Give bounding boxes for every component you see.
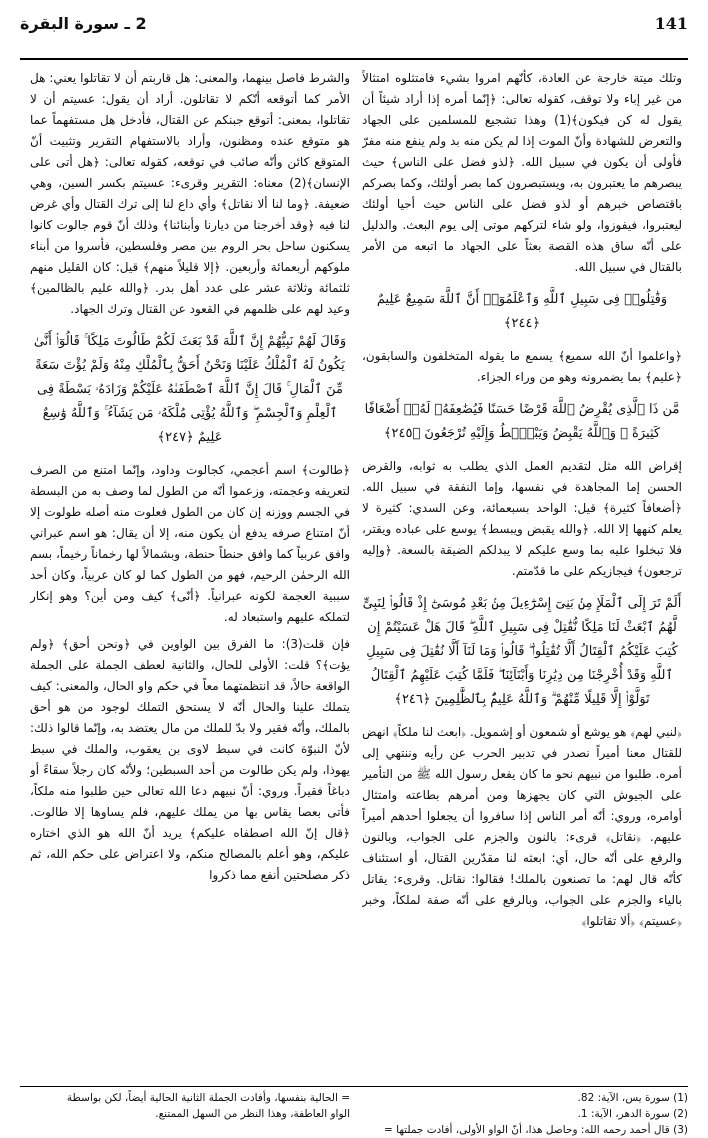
footnote-continuation-line-2: الواو العاطفة، وهذا النظر من السهل الممتنع. bbox=[155, 1108, 350, 1120]
footnote-continuation-line-1: = الحالية بنفسها، وأفادت الجملة الثانية الحالية أيضاً، لكن بواسطة bbox=[66, 1092, 350, 1104]
page-header bbox=[20, 12, 688, 46]
quran-verse: وَقَٰتِلُوا۟ فِى سَبِيلِ ٱللَّهِ وَٱعْلَمُوٓا۟ أَنَّ ٱللَّهَ سَمِيعٌ عَلِيمٌ ﴿٢٤٤﴾ bbox=[376, 292, 668, 331]
paragraph: والشرط فاصل بينهما، والمعنى: هل قاربتم أن لا تقاتلوا يعني: هل الأمر كما أتوقعه أنّكم لا تقاتلون. أراد أن يقول: عسيتم أن لا تقاتلوا، بمعنى: أتوقع جبنكم عن القتال، فأدخل هل مستفهماً عما هو متوقع عنده ومظنون، وأراد بالاستفهام التقرير وتثبيت أنّ المتوقع كائن وأنّه صائب في توقعه، كقوله تعالى: ﴿هل أتى على الإنسان﴾(2) معناه: التقرير وقرىء: عسيتم بكسر السين، وهي ضعيفة. ﴿وما لنا ألا نقاتل﴾ وأي داع لنا إلى ترك القتال وأي غرض لنا فيه ﴿وقد أخرجنا من ديارنا وأبنائنا﴾ وذلك أنّ قوم جالوت كانوا يسكنون ساحل بحر الروم بين مصر وفلسطين، فأسروا من أبناء ملوكهم أربعمائة وأربعين. ﴿إلا قليلاً منهم﴾ قيل: كان القليل منهم ثلثمائة وثلاثة عشر على عدد أهل بدر. ﴿والله عليم بالظالمين﴾ وعيد لهم على ظلمهم في القعود عن القتال وترك الجهاد. bbox=[30, 71, 350, 316]
paragraph: فإن قلت(3): ما الفرق بين الواوين في ﴿ونحن أحق﴾ ﴿ولم يؤت﴾؟ قلت: الأولى للحال، والثانية لعطف الجملة على الجملة الواقعة حالاً، قد انتظمتهما معاً في حكم واو الحال، والمعنى: كيف يتملك علينا والحال أنّه لا يستحق التملك لوجود من هو أحق بالملك، وأنّه فقير ولا بدّ للملك من مال يعتضد به، وإنّما قالوا ذلك: لأنّ النبوّة كانت في سبط لاوى بن يعقوب، والملك في سبط يهوذا، ولم يكن طالوت من أحد السبطين؛ ولأنّه كان رجلاً سقاءً أو دباغاً فقيراً. وروي: أنّ نبيهم دعا الله تعالى حين طلبوا منه ملكاً، فأتى بعصا يقاس بها من يملك عليهم، فلم يساوها إلا طالوت. ﴿قال إنّ الله اصطفاه عليكم﴾ يريد أنّ الله هو الذي اختاره عليكم، وهو أعلم بالمصالح منكم، ولا اعتراض على حكم الله، ثم ذكر مصلحتين أنفع مما ذكروا bbox=[30, 637, 350, 882]
footnote-continuation bbox=[20, 1090, 350, 1122]
quran-verse: وَقَالَ لَهُمْ نَبِيُّهُمْ إِنَّ ٱللَّهَ قَدْ بَعَثَ لَكُمْ طَالُوتَ مَلِكًا ۚ قَالُوٓا۟ أَنَّىٰ يَكُونُ لَهُ ٱلْمُلْكُ عَلَيْنَا وَنَحْنُ أَحَقُّ بِٱلْمُلْكِ مِنْهُ وَلَمْ يُؤْتَ سَعَةً مِّنَ ٱلْمَالِ ۚ قَالَ إِنَّ ٱللَّهَ ٱصْطَفَىٰهُ عَلَيْكُمْ وَزَادَهُۥ بَسْطَةً فِى ٱلْعِلْمِ وَٱلْجِسْمِ ۖ وَٱللَّهُ يُؤْتِى مُلْكَهُۥ مَن يَشَآءُ ۚ وَٱللَّهُ وَٰسِعٌ عَلِيمٌ ﴿٢٤٧﴾ bbox=[33, 334, 347, 445]
footnote-rule bbox=[20, 1086, 688, 1087]
paragraph: وتلك ميتة خارجة عن العادة، كأنّهم امروا بشيء فامتثلوه امتثالاً من غير إباء ولا توقف، كقوله تعالى: ﴿إنّما أمره إذا أراد شيئاً أن يقول له كن فيكون﴾(1) وهذا تشجيع للمسلمين على الجهاد والتعرض للشهادة وأنّ الموت إذا لم يكن منه بد ولم ينفع منه مفرّ فأولى أن يكون في سبيل الله. ﴿لذو فضل على الناس﴾ حيث يبصرهم ما يعتبرون به، ويستبصرون كما بصر أولئك، وكما بصركم باقتصاص خبرهم أو لذو فضل على الناس حيث أحيا أولئك ليعتبروا، فيفوزوا، ولو شاء لتركهم موتى إلى يوم البعث. والدليل على أنّه ساق هذه القصة بعثاً على الجهاد ما اتبعه من الأمر بالقتال في سبيل الله. bbox=[362, 71, 682, 274]
page-number: 141 bbox=[654, 14, 688, 33]
right-column bbox=[362, 68, 682, 1078]
paragraph: ﴿لنبي لهم﴾ هو يوشع أو شمعون أو إشمويل. ﴿ابعث لنا ملكاً﴾ انهض للقتال معنا أميراً نصدر في تدبير الحرب عن رأيه وننتهي إلى أمره. طلبوا من نبيهم نحو ما كان يفعل رسول الله ﷺ من التأمير على الجيوش التي كان يجهزها ومن أمرهم بطاعته وامتثال أوامره، وروي: أنّه أمر الناس إذا سافروا أن يجعلوا أحدهم أميراً عليهم. ﴿نقاتل﴾ قرىء: بالنون والجزم على الجواب، وبالنون والرفع على أنّه حال، أي: ابعثه لنا مقدّرين القتال، أو استئناف كأنّه قال لهم: ما تصنعون بالملك! فقالوا: نقاتل. وقرىء: يقاتل بالياء والجزم على الجواب، وبالرفع على أنّه صفة لملكاً، وخبر ﴿عسيتم﴾ ﴿ألا تقاتلوا﴾ bbox=[362, 725, 682, 928]
footnote-1: (1) سورة يس، الآية: 82. bbox=[577, 1092, 688, 1104]
paragraph: ﴿طالوت﴾ اسم أعجمي، كجالوت وداود، وإنّما امتنع من الصرف لتعريفه وعجمته، وزعموا أنّه من الطول لما وصف به من البسطة في الجسم ووزنه إن كان من الطول فعلوت منه أصله طولوت إلا أنّ امتناع صرفه يدفع أن يكون منه، إلا أن يقال: هو اسم عبراني وافق عربياً كما وافق حنطاً حنطة، وبشمالاً لها رخماناً رخيماً، بسم الله الرحمٰن الرحيم، فهو من الطول كما لو كان عربياً، وكان أحد سببية العجمة لكونه عبرانياً. ﴿أنّى﴾ كيف ومن أين؟ وهو إنكار لتملكه عليهم واستبعاد له. bbox=[30, 463, 350, 624]
footnotes bbox=[20, 1090, 688, 1134]
quran-verse: أَلَمْ تَرَ إِلَى ٱلْمَلَإِ مِنۢ بَنِىٓ إِسْرَٰٓءِيلَ مِنۢ بَعْدِ مُوسَىٰٓ إِذْ قَالُوا۟ لِنَبِىٍّ لَّهُمُ ٱبْعَثْ لَنَا مَلِكًا نُّقَٰتِلْ فِى سَبِيلِ ٱللَّهِ ۖ قَالَ هَلْ عَسَيْتُمْ إِن كُتِبَ عَلَيْكُمُ ٱلْقِتَالُ أَلَّا تُقَٰتِلُوا۟ ۖ قَالُوا۟ وَمَا لَنَآ أَلَّا نُقَٰتِلَ فِى سَبِيلِ ٱللَّهِ وَقَدْ أُخْرِجْنَا مِن دِيَٰرِنَا وَأَبْنَآئِنَا ۖ فَلَمَّا كُتِبَ عَلَيْهِمُ ٱلْقِتَالُ تَوَلَّوْا۟ إِلَّا قَلِيلًا مِّنْهُمْ ۗ وَٱللَّهُ عَلِيمٌۢ بِٱلظَّٰلِمِينَ ﴿٢٤٦﴾ bbox=[362, 596, 682, 707]
left-column bbox=[30, 68, 350, 1078]
quran-verse: مَّن ذَا ٱلَّذِى يُقْرِضُ ٱللَّهَ قَرْضًا حَسَنًا فَيُضَٰعِفَهُۥ لَهُۥٓ أَضْعَافًا كَثِيرَةً ۚ وَٱللَّهُ يَقْبِضُ وَيَبْصُۜطُ وَإِلَيْهِ تُرْجَعُونَ ﴿٢٤٥﴾ bbox=[364, 402, 680, 441]
footnote-2: (2) سورة الدهر، الآية: 1. bbox=[577, 1108, 688, 1120]
header-rule bbox=[20, 58, 688, 60]
paragraph: إقراض الله مثل لتقديم العمل الذي يطلب به ثوابه، والقرض الحسن إما المجاهدة في نفسها، وإما النفقة في سبيل الله. ﴿أضعافاً كثيرة﴾ قيل: الواحد بسبعمائة، وعن السدي: كثيرة لا يعلم كنهها إلا الله. ﴿والله يقبض ويبسط﴾ يوسع على عباده ويقتر، فلا تبخلوا عليه بما وسع عليكم لا يبدلكم الضيقة بالسعة. ﴿وإليه ترجعون﴾ فيجازيكم على ما قدّمتم. bbox=[362, 459, 682, 578]
paragraph: ﴿واعلموا أنّ الله سميع﴾ يسمع ما يقوله المتخلفون والسابقون، ﴿عليم﴾ بما يضمرونه وهو من وراء الجزاء. bbox=[362, 349, 682, 384]
running-title: 2 ـ سورة البقرة bbox=[20, 14, 147, 33]
footnote-list bbox=[328, 1090, 688, 1138]
footnote-3: (3) قال أحمد رحمه الله: وحاصل هذا، أنّ الواو الأولى، أفادت جملتها = bbox=[384, 1124, 688, 1136]
